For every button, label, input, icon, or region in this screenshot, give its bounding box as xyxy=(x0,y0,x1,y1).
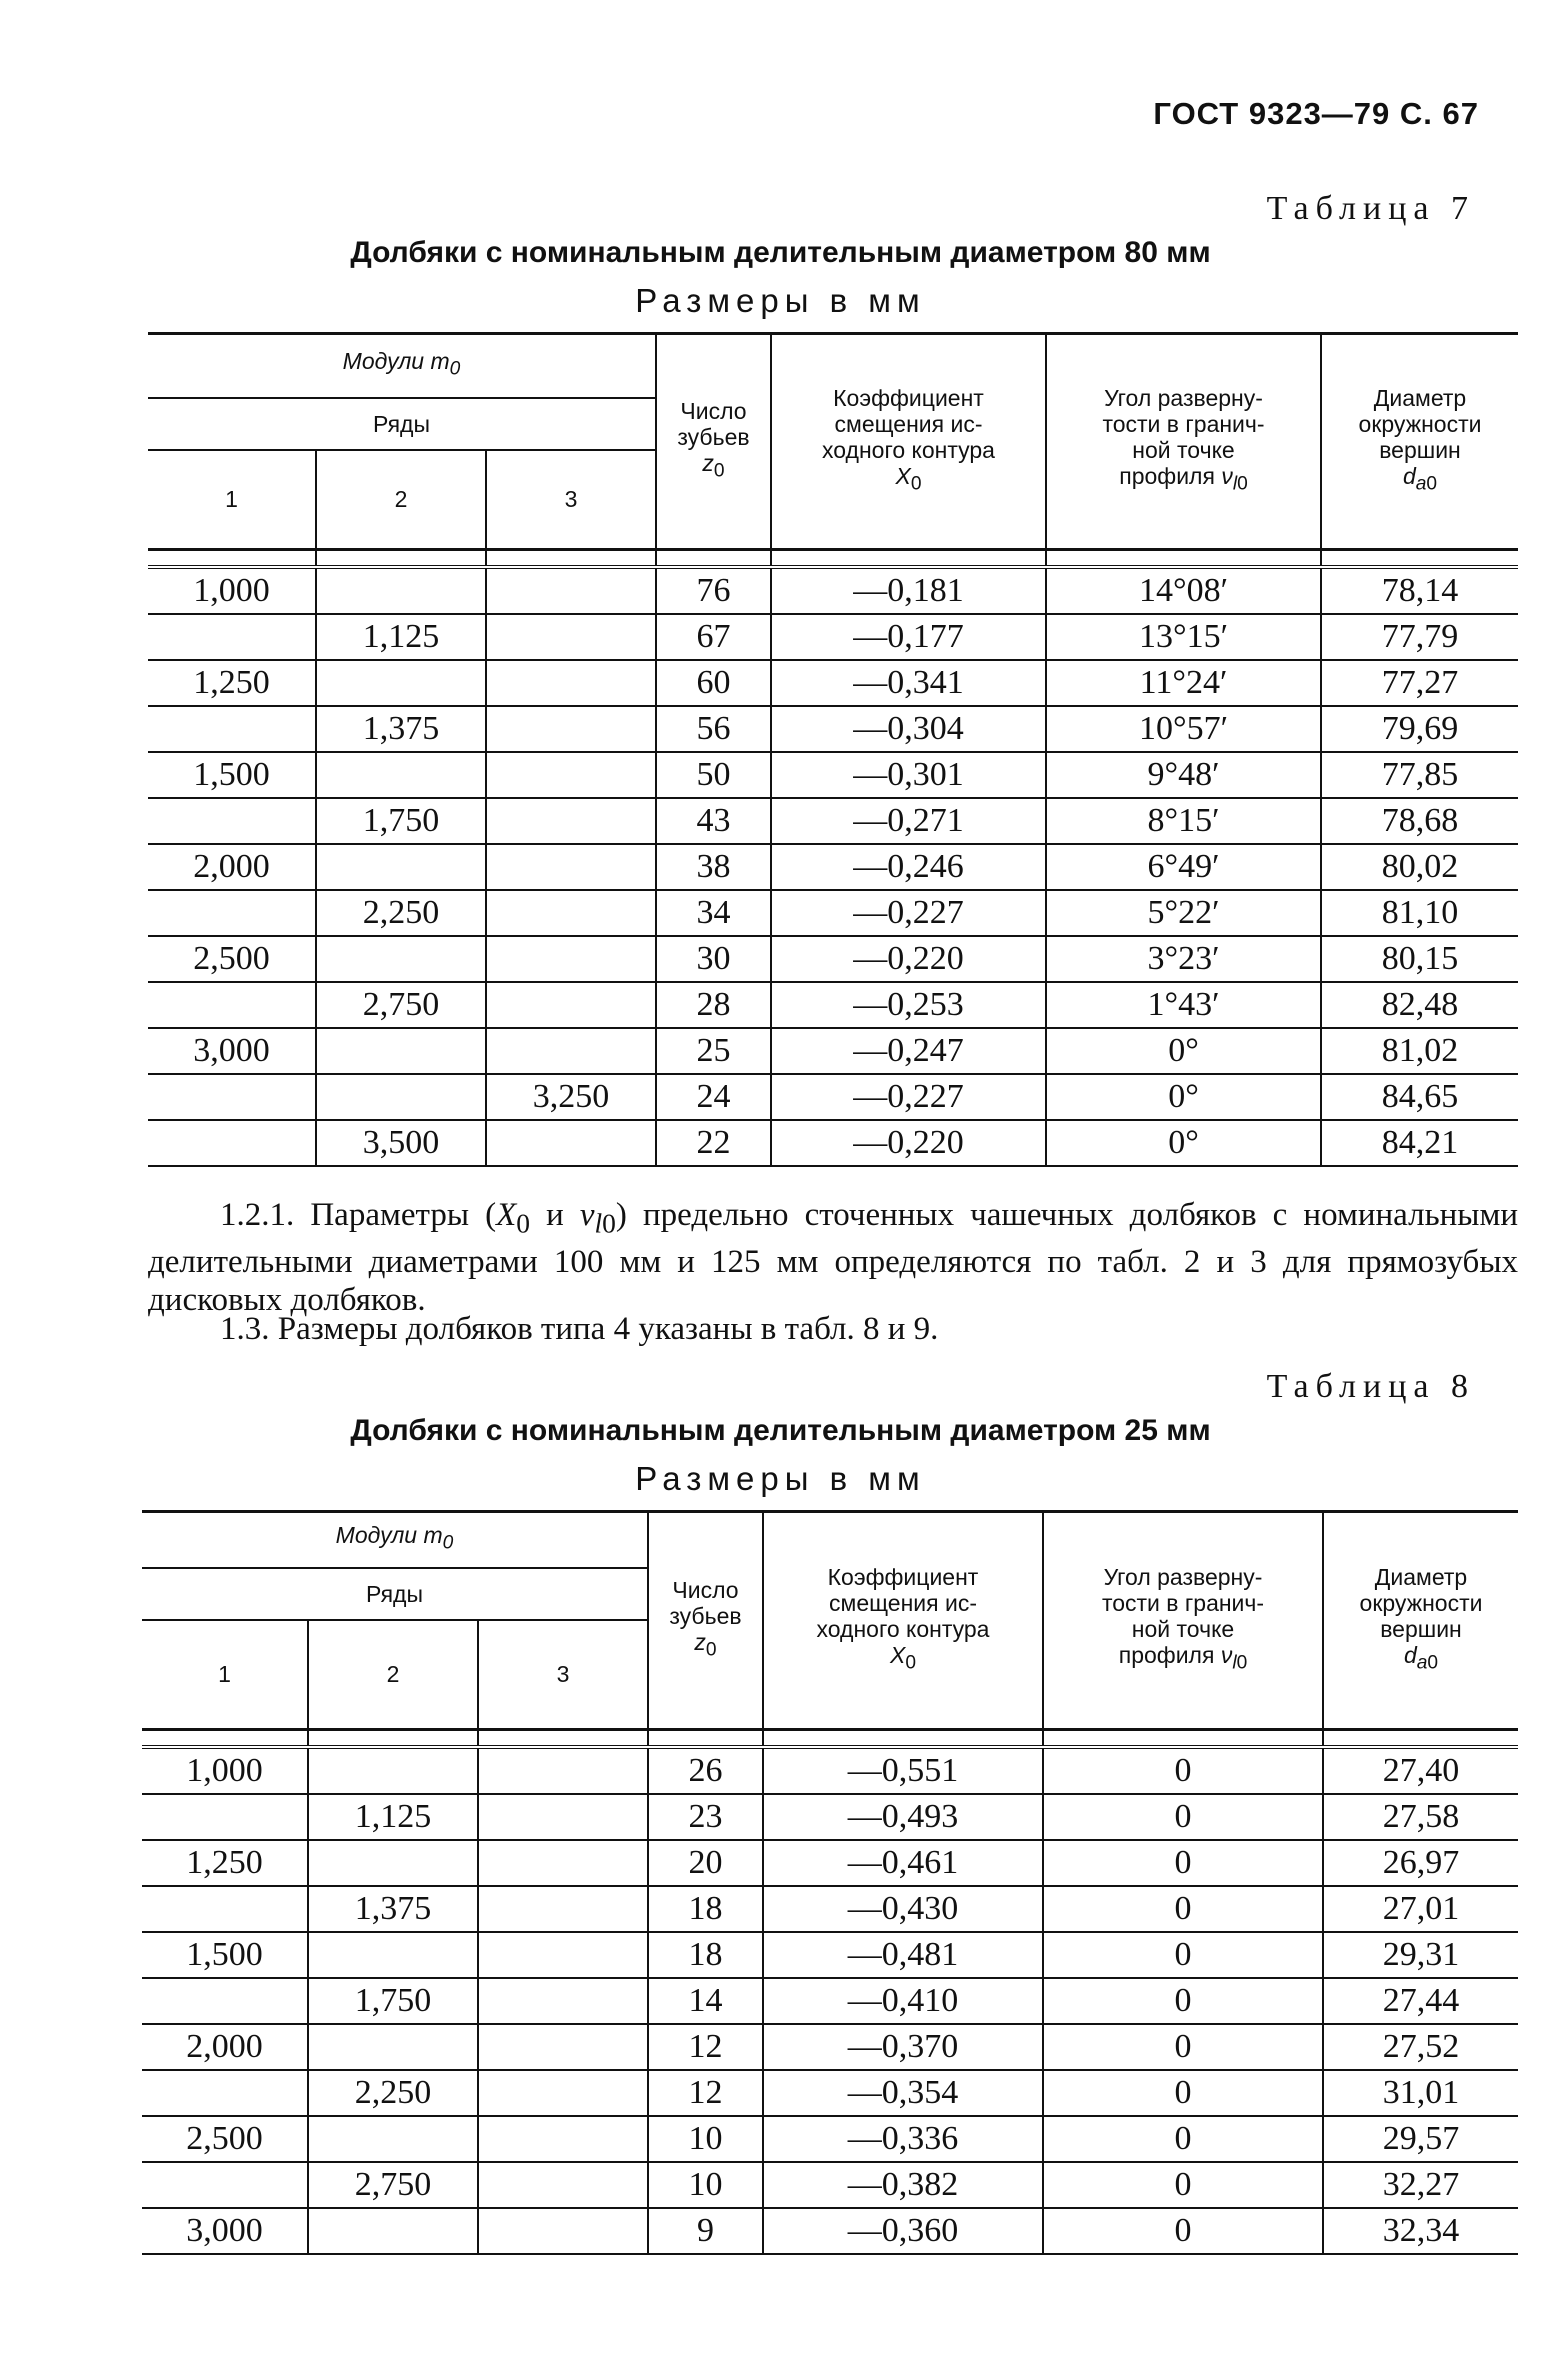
tip-diameter-cell: 82,48 xyxy=(1321,982,1518,1028)
table-row xyxy=(142,1978,1518,2024)
teeth-count-cell: 26 xyxy=(648,1747,763,1794)
row2-module-cell: 1,750 xyxy=(308,1978,478,2024)
teeth-count-cell: 12 xyxy=(648,2024,763,2070)
row1-module-cell xyxy=(148,890,316,936)
table8 xyxy=(142,1510,1518,2255)
teeth-count-cell: 12 xyxy=(648,2070,763,2116)
teeth-count-cell: 34 xyxy=(656,890,771,936)
table7 xyxy=(148,332,1518,1167)
row1-module-cell: 1,000 xyxy=(148,567,316,614)
teeth-count-cell: 18 xyxy=(648,1886,763,1932)
diameter-header: Диаметр окружности вершин $d_{a0}$ xyxy=(1323,1512,1518,1730)
shift-coefficient-cell: —0,410 xyxy=(763,1978,1043,2024)
table8-body xyxy=(142,1730,1518,2255)
diameter-header: Диаметр окружности вершин $d_{a0}$ xyxy=(1321,334,1518,550)
table-row xyxy=(148,936,1518,982)
unroll-angle-cell: 8°15′ xyxy=(1046,798,1321,844)
table8-title: Долбяки с номинальным делительным диаметром 25 мм xyxy=(350,1414,1211,1447)
row2-module-cell: 1,750 xyxy=(316,798,486,844)
angle-header: Угол разверну- тости в гранич- ной точке профиля $\nu_{l0}$ xyxy=(1046,334,1321,550)
unroll-angle-cell: 0 xyxy=(1043,2116,1323,2162)
tip-diameter-cell: 78,14 xyxy=(1321,567,1518,614)
table-row xyxy=(142,2208,1518,2254)
coef-header: Коэффициент смещения ис- ходного контура $X_0$ xyxy=(763,1512,1043,1730)
table-row xyxy=(142,1747,1518,1794)
shift-coefficient-cell: —0,177 xyxy=(771,614,1046,660)
table-row xyxy=(148,982,1518,1028)
table-row xyxy=(142,2116,1518,2162)
table7-body xyxy=(148,550,1518,1167)
teeth-count-cell: 28 xyxy=(656,982,771,1028)
row2-module-cell: 2,750 xyxy=(316,982,486,1028)
unroll-angle-cell: 0 xyxy=(1043,1840,1323,1886)
table-row xyxy=(148,1028,1518,1074)
teeth-count-cell: 50 xyxy=(656,752,771,798)
row3-module-cell xyxy=(486,982,656,1028)
teeth-header: Число зубьев $z_0$ xyxy=(656,334,771,550)
tip-diameter-cell: 27,01 xyxy=(1323,1886,1518,1932)
row3-module-cell xyxy=(486,936,656,982)
table-row xyxy=(148,1074,1518,1120)
teeth-count-cell: 30 xyxy=(656,936,771,982)
shift-coefficient-cell: —0,493 xyxy=(763,1794,1043,1840)
row1-module-cell xyxy=(148,614,316,660)
row3-module-cell xyxy=(478,1932,648,1978)
tip-diameter-cell: 81,10 xyxy=(1321,890,1518,936)
row3-module-cell xyxy=(478,1747,648,1794)
tip-diameter-cell: 27,52 xyxy=(1323,2024,1518,2070)
row1-module-cell xyxy=(148,1120,316,1166)
row1-module-cell xyxy=(142,1886,308,1932)
row1-module-cell: 1,500 xyxy=(148,752,316,798)
shift-coefficient-cell: —0,220 xyxy=(771,936,1046,982)
teeth-count-cell: 18 xyxy=(648,1932,763,1978)
row3-module-cell xyxy=(486,844,656,890)
row2-module-cell: 2,750 xyxy=(308,2162,478,2208)
row2-module-cell xyxy=(308,2116,478,2162)
tip-diameter-cell: 77,79 xyxy=(1321,614,1518,660)
shift-coefficient-cell: —0,336 xyxy=(763,2116,1043,2162)
tip-diameter-cell: 31,01 xyxy=(1323,2070,1518,2116)
row2-module-cell xyxy=(316,567,486,614)
shift-coefficient-cell: —0,360 xyxy=(763,2208,1043,2254)
unroll-angle-cell: 0° xyxy=(1046,1074,1321,1120)
tip-diameter-cell: 32,34 xyxy=(1323,2208,1518,2254)
shift-coefficient-cell: —0,382 xyxy=(763,2162,1043,2208)
unroll-angle-cell: 11°24′ xyxy=(1046,660,1321,706)
tip-diameter-cell: 27,40 xyxy=(1323,1747,1518,1794)
table-row xyxy=(142,1840,1518,1886)
table-row xyxy=(142,2024,1518,2070)
teeth-header: Число зубьев $z_0$ xyxy=(648,1512,763,1730)
row2-module-cell: 1,125 xyxy=(316,614,486,660)
row3-module-cell xyxy=(478,2024,648,2070)
coef-header: Коэффициент смещения ис- ходного контура $X_0$ xyxy=(771,334,1046,550)
table-row xyxy=(148,614,1518,660)
row2-module-cell: 1,375 xyxy=(316,706,486,752)
table7-units: Размеры в мм xyxy=(635,282,926,319)
row3-module-cell xyxy=(478,1794,648,1840)
teeth-count-cell: 43 xyxy=(656,798,771,844)
row2-module-cell xyxy=(316,844,486,890)
shift-coefficient-cell: —0,227 xyxy=(771,890,1046,936)
unroll-angle-cell: 6°49′ xyxy=(1046,844,1321,890)
shift-coefficient-cell: —0,227 xyxy=(771,1074,1046,1120)
teeth-count-cell: 10 xyxy=(648,2162,763,2208)
row2-module-cell: 1,375 xyxy=(308,1886,478,1932)
teeth-count-cell: 24 xyxy=(656,1074,771,1120)
shift-coefficient-cell: —0,271 xyxy=(771,798,1046,844)
shift-coefficient-cell: —0,481 xyxy=(763,1932,1043,1978)
teeth-count-cell: 22 xyxy=(656,1120,771,1166)
rows-header: Ряды xyxy=(148,398,656,450)
row3-module-cell xyxy=(486,1120,656,1166)
unroll-angle-cell: 0 xyxy=(1043,1886,1323,1932)
row1-module-cell: 2,500 xyxy=(148,936,316,982)
row3-module-cell xyxy=(478,1840,648,1886)
row1-module-cell xyxy=(148,706,316,752)
row2-module-cell: 2,250 xyxy=(316,890,486,936)
shift-coefficient-cell: —0,370 xyxy=(763,2024,1043,2070)
table8-label: Таблица 8 xyxy=(1266,1368,1475,1405)
row3-module-cell xyxy=(486,660,656,706)
table-row xyxy=(148,752,1518,798)
unroll-angle-cell: 0 xyxy=(1043,1978,1323,2024)
row3-module-cell: 3,250 xyxy=(486,1074,656,1120)
shift-coefficient-cell: —0,220 xyxy=(771,1120,1046,1166)
row3-module-cell xyxy=(486,706,656,752)
table-row xyxy=(148,706,1518,752)
row2-module-cell: 1,125 xyxy=(308,1794,478,1840)
shift-coefficient-cell: —0,253 xyxy=(771,982,1046,1028)
table-row xyxy=(148,660,1518,706)
tip-diameter-cell: 27,44 xyxy=(1323,1978,1518,2024)
row1-module-cell: 1,250 xyxy=(142,1840,308,1886)
tip-diameter-cell: 29,31 xyxy=(1323,1932,1518,1978)
teeth-count-cell: 14 xyxy=(648,1978,763,2024)
shift-coefficient-cell: —0,354 xyxy=(763,2070,1043,2116)
unroll-angle-cell: 10°57′ xyxy=(1046,706,1321,752)
row3-header: 3 xyxy=(478,1620,648,1730)
teeth-count-cell: 60 xyxy=(656,660,771,706)
row1-module-cell: 1,000 xyxy=(142,1747,308,1794)
modules-header: Модули $m_0$ xyxy=(142,1512,648,1568)
row2-module-cell xyxy=(308,2208,478,2254)
row2-module-cell xyxy=(316,1028,486,1074)
row2-module-cell: 2,250 xyxy=(308,2070,478,2116)
row3-module-cell xyxy=(486,567,656,614)
unroll-angle-cell: 0 xyxy=(1043,2070,1323,2116)
row1-header: 1 xyxy=(148,450,316,550)
teeth-count-cell: 76 xyxy=(656,567,771,614)
row1-module-cell: 2,500 xyxy=(142,2116,308,2162)
table-row xyxy=(148,798,1518,844)
unroll-angle-cell: 0° xyxy=(1046,1028,1321,1074)
teeth-count-cell: 10 xyxy=(648,2116,763,2162)
tip-diameter-cell: 80,02 xyxy=(1321,844,1518,890)
row1-module-cell xyxy=(142,1794,308,1840)
tip-diameter-cell: 77,27 xyxy=(1321,660,1518,706)
table-row xyxy=(148,567,1518,614)
unroll-angle-cell: 0° xyxy=(1046,1120,1321,1166)
shift-coefficient-cell: —0,341 xyxy=(771,660,1046,706)
unroll-angle-cell: 0 xyxy=(1043,1747,1323,1794)
unroll-angle-cell: 0 xyxy=(1043,2208,1323,2254)
row3-module-cell xyxy=(478,2070,648,2116)
shift-coefficient-cell: —0,247 xyxy=(771,1028,1046,1074)
row2-header: 2 xyxy=(308,1620,478,1730)
unroll-angle-cell: 0 xyxy=(1043,1932,1323,1978)
row1-header: 1 xyxy=(142,1620,308,1730)
row2-module-cell xyxy=(308,1840,478,1886)
tip-diameter-cell: 29,57 xyxy=(1323,2116,1518,2162)
table-row xyxy=(142,1932,1518,1978)
row3-module-cell xyxy=(486,1028,656,1074)
unroll-angle-cell: 0 xyxy=(1043,1794,1323,1840)
row2-module-cell xyxy=(308,2024,478,2070)
row1-module-cell xyxy=(142,2162,308,2208)
unroll-angle-cell: 14°08′ xyxy=(1046,567,1321,614)
shift-coefficient-cell: —0,301 xyxy=(771,752,1046,798)
tip-diameter-cell: 80,15 xyxy=(1321,936,1518,982)
table-row xyxy=(142,2070,1518,2116)
teeth-count-cell: 23 xyxy=(648,1794,763,1840)
row3-module-cell xyxy=(478,2116,648,2162)
unroll-angle-cell: 0 xyxy=(1043,2024,1323,2070)
paragraph-1-3: 1.3. Размеры долбяков типа 4 указаны в табл. 8 и 9. xyxy=(220,1311,939,1347)
teeth-count-cell: 38 xyxy=(656,844,771,890)
tip-diameter-cell: 32,27 xyxy=(1323,2162,1518,2208)
tip-diameter-cell: 78,68 xyxy=(1321,798,1518,844)
teeth-count-cell: 25 xyxy=(656,1028,771,1074)
table-row xyxy=(148,890,1518,936)
teeth-count-cell: 20 xyxy=(648,1840,763,1886)
row2-module-cell xyxy=(316,752,486,798)
tip-diameter-cell: 77,85 xyxy=(1321,752,1518,798)
table7-title: Долбяки с номинальным делительным диаметром 80 мм xyxy=(350,236,1211,269)
table-row xyxy=(142,1886,1518,1932)
row1-module-cell: 2,000 xyxy=(142,2024,308,2070)
row2-module-cell: 3,500 xyxy=(316,1120,486,1166)
row3-module-cell xyxy=(478,1978,648,2024)
unroll-angle-cell: 1°43′ xyxy=(1046,982,1321,1028)
unroll-angle-cell: 13°15′ xyxy=(1046,614,1321,660)
shift-coefficient-cell: —0,461 xyxy=(763,1840,1043,1886)
modules-header: Модули $m_0$ xyxy=(148,334,656,398)
row3-module-cell xyxy=(486,752,656,798)
row1-module-cell: 3,000 xyxy=(142,2208,308,2254)
table-row xyxy=(142,1794,1518,1840)
row3-module-cell xyxy=(486,614,656,660)
row1-module-cell xyxy=(148,1074,316,1120)
tip-diameter-cell: 79,69 xyxy=(1321,706,1518,752)
unroll-angle-cell: 9°48′ xyxy=(1046,752,1321,798)
row2-module-cell xyxy=(316,1074,486,1120)
angle-header: Угол разверну- тости в гранич- ной точке профиля $\nu_{l0}$ xyxy=(1043,1512,1323,1730)
row3-header: 3 xyxy=(486,450,656,550)
page-header: ГОСТ 9323—79 С. 67 xyxy=(1153,96,1479,131)
row1-module-cell: 1,500 xyxy=(142,1932,308,1978)
shift-coefficient-cell: —0,181 xyxy=(771,567,1046,614)
row3-module-cell xyxy=(486,890,656,936)
row2-module-cell xyxy=(308,1932,478,1978)
row2-module-cell xyxy=(316,936,486,982)
rows-header: Ряды xyxy=(142,1568,648,1620)
teeth-count-cell: 56 xyxy=(656,706,771,752)
unroll-angle-cell: 5°22′ xyxy=(1046,890,1321,936)
table-row xyxy=(148,844,1518,890)
teeth-count-cell: 67 xyxy=(656,614,771,660)
shift-coefficient-cell: —0,246 xyxy=(771,844,1046,890)
unroll-angle-cell: 3°23′ xyxy=(1046,936,1321,982)
row2-module-cell xyxy=(316,660,486,706)
unroll-angle-cell: 0 xyxy=(1043,2162,1323,2208)
table8-units: Размеры в мм xyxy=(635,1460,926,1497)
paragraph-1-2-1: 1.2.1. Параметры ($X_0$ и $\nu_{l0}$) предельно сточенных чашечных долбяков с номинальными делительными диаметрами 100 мм и 125 мм определяются по табл. 2 и 3 для прямозубых дисковых долбяков. xyxy=(148,1197,1518,1318)
row1-module-cell: 1,250 xyxy=(148,660,316,706)
row3-module-cell xyxy=(478,2208,648,2254)
table-row xyxy=(148,1120,1518,1166)
row3-module-cell xyxy=(486,798,656,844)
row1-module-cell xyxy=(142,1978,308,2024)
row3-module-cell xyxy=(478,1886,648,1932)
tip-diameter-cell: 81,02 xyxy=(1321,1028,1518,1074)
tip-diameter-cell: 27,58 xyxy=(1323,1794,1518,1840)
shift-coefficient-cell: —0,551 xyxy=(763,1747,1043,1794)
row1-module-cell xyxy=(148,982,316,1028)
row2-header: 2 xyxy=(316,450,486,550)
tip-diameter-cell: 26,97 xyxy=(1323,1840,1518,1886)
row1-module-cell: 3,000 xyxy=(148,1028,316,1074)
tip-diameter-cell: 84,21 xyxy=(1321,1120,1518,1166)
table-row xyxy=(142,2162,1518,2208)
table7-label: Таблица 7 xyxy=(1266,190,1475,227)
shift-coefficient-cell: —0,304 xyxy=(771,706,1046,752)
row2-module-cell xyxy=(308,1747,478,1794)
teeth-count-cell: 9 xyxy=(648,2208,763,2254)
shift-coefficient-cell: —0,430 xyxy=(763,1886,1043,1932)
row1-module-cell: 2,000 xyxy=(148,844,316,890)
row1-module-cell xyxy=(142,2070,308,2116)
row3-module-cell xyxy=(478,2162,648,2208)
row1-module-cell xyxy=(148,798,316,844)
tip-diameter-cell: 84,65 xyxy=(1321,1074,1518,1120)
